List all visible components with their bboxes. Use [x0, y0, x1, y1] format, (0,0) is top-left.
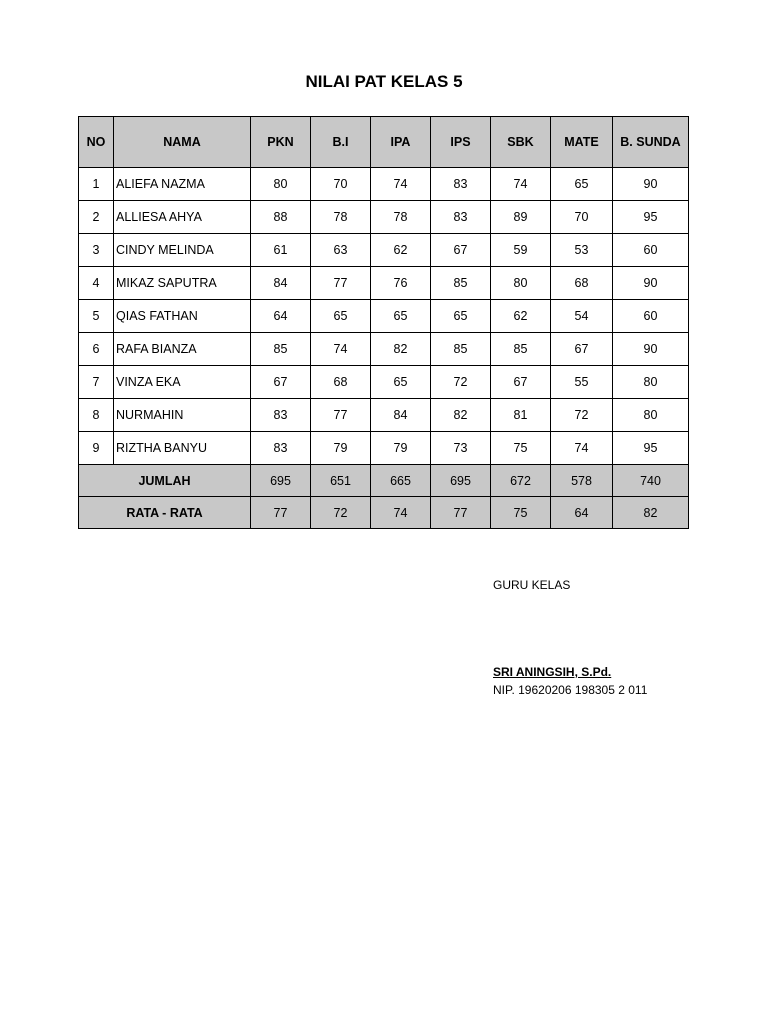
grade-cell: 85	[431, 267, 491, 300]
grade-cell: 79	[371, 432, 431, 465]
grade-cell: 77	[311, 399, 371, 432]
table-row	[79, 399, 689, 432]
grade-cell: 77	[311, 267, 371, 300]
column-header-mate: MATE	[551, 117, 613, 168]
student-name: CINDY MELINDA	[114, 234, 251, 267]
grade-cell: 89	[491, 201, 551, 234]
grade-cell: 80	[491, 267, 551, 300]
grades-table	[78, 116, 689, 529]
grade-cell: 76	[371, 267, 431, 300]
row-number: 6	[79, 333, 114, 366]
average-cell: 77	[431, 497, 491, 529]
grade-cell: 55	[551, 366, 613, 399]
grade-cell: 83	[431, 201, 491, 234]
grade-cell: 60	[613, 234, 689, 267]
grade-cell: 95	[613, 201, 689, 234]
grade-cell: 82	[431, 399, 491, 432]
row-number: 4	[79, 267, 114, 300]
grade-cell: 80	[613, 366, 689, 399]
grade-cell: 75	[491, 432, 551, 465]
grade-cell: 65	[431, 300, 491, 333]
student-name: MIKAZ SAPUTRA	[114, 267, 251, 300]
row-number: 2	[79, 201, 114, 234]
total-row	[79, 465, 689, 497]
grade-cell: 67	[431, 234, 491, 267]
grade-cell: 90	[613, 168, 689, 201]
grade-cell: 88	[251, 201, 311, 234]
grade-cell: 73	[431, 432, 491, 465]
total-label: JUMLAH	[79, 465, 251, 497]
row-number: 7	[79, 366, 114, 399]
grade-cell: 67	[491, 366, 551, 399]
student-name: ALIEFA NAZMA	[114, 168, 251, 201]
table-row	[79, 267, 689, 300]
column-header-pkn: PKN	[251, 117, 311, 168]
average-cell: 75	[491, 497, 551, 529]
grade-cell: 85	[251, 333, 311, 366]
grade-cell: 85	[431, 333, 491, 366]
average-cell: 64	[551, 497, 613, 529]
student-name: ALLIESA AHYA	[114, 201, 251, 234]
grade-cell: 70	[311, 168, 371, 201]
table-row	[79, 201, 689, 234]
grade-cell: 70	[551, 201, 613, 234]
signature-nip: NIP. 19620206 198305 2 011	[493, 683, 648, 697]
total-cell: 665	[371, 465, 431, 497]
grade-cell: 83	[251, 432, 311, 465]
table-header-row	[79, 117, 689, 168]
student-name: NURMAHIN	[114, 399, 251, 432]
grade-cell: 72	[551, 399, 613, 432]
grade-cell: 68	[311, 366, 371, 399]
grade-cell: 67	[251, 366, 311, 399]
grade-cell: 79	[311, 432, 371, 465]
student-name: RAFA BIANZA	[114, 333, 251, 366]
total-cell: 651	[311, 465, 371, 497]
column-header-nama: NAMA	[114, 117, 251, 168]
grade-cell: 74	[371, 168, 431, 201]
table-row	[79, 300, 689, 333]
grade-cell: 74	[491, 168, 551, 201]
column-header-b-sunda: B. SUNDA	[613, 117, 689, 168]
average-cell: 77	[251, 497, 311, 529]
grade-cell: 74	[311, 333, 371, 366]
table-row	[79, 432, 689, 465]
grade-cell: 53	[551, 234, 613, 267]
total-cell: 672	[491, 465, 551, 497]
grade-cell: 90	[613, 333, 689, 366]
grade-cell: 67	[551, 333, 613, 366]
student-name: QIAS FATHAN	[114, 300, 251, 333]
average-cell: 82	[613, 497, 689, 529]
average-label: RATA - RATA	[79, 497, 251, 529]
grade-cell: 90	[613, 267, 689, 300]
grade-cell: 80	[613, 399, 689, 432]
grade-cell: 83	[431, 168, 491, 201]
grade-cell: 65	[371, 366, 431, 399]
grade-cell: 82	[371, 333, 431, 366]
total-cell: 695	[251, 465, 311, 497]
total-cell: 740	[613, 465, 689, 497]
grade-cell: 78	[371, 201, 431, 234]
grade-cell: 63	[311, 234, 371, 267]
column-header-bi: B.I	[311, 117, 371, 168]
column-header-ipa: IPA	[371, 117, 431, 168]
column-header-ips: IPS	[431, 117, 491, 168]
table-row	[79, 366, 689, 399]
grade-cell: 60	[613, 300, 689, 333]
average-row	[79, 497, 689, 529]
grade-cell: 59	[491, 234, 551, 267]
table-row	[79, 168, 689, 201]
grade-cell: 72	[431, 366, 491, 399]
student-name: RIZTHA BANYU	[114, 432, 251, 465]
total-cell: 578	[551, 465, 613, 497]
total-cell: 695	[431, 465, 491, 497]
column-header-no: NO	[79, 117, 114, 168]
grade-cell: 84	[371, 399, 431, 432]
grade-cell: 65	[551, 168, 613, 201]
grade-cell: 95	[613, 432, 689, 465]
average-cell: 72	[311, 497, 371, 529]
grade-cell: 80	[251, 168, 311, 201]
row-number: 1	[79, 168, 114, 201]
grade-cell: 62	[371, 234, 431, 267]
grade-cell: 65	[371, 300, 431, 333]
row-number: 5	[79, 300, 114, 333]
grade-cell: 65	[311, 300, 371, 333]
signature-name: SRI ANINGSIH, S.Pd.	[493, 665, 612, 679]
grade-cell: 68	[551, 267, 613, 300]
grade-cell: 62	[491, 300, 551, 333]
row-number: 9	[79, 432, 114, 465]
row-number: 8	[79, 399, 114, 432]
grade-cell: 84	[251, 267, 311, 300]
signature-role: GURU KELAS	[493, 578, 571, 592]
student-name: VINZA EKA	[114, 366, 251, 399]
column-header-sbk: SBK	[491, 117, 551, 168]
average-cell: 74	[371, 497, 431, 529]
row-number: 3	[79, 234, 114, 267]
grade-cell: 78	[311, 201, 371, 234]
grade-cell: 54	[551, 300, 613, 333]
grade-cell: 64	[251, 300, 311, 333]
table-row	[79, 333, 689, 366]
page-title: NILAI PAT KELAS 5	[305, 72, 463, 91]
grade-cell: 74	[551, 432, 613, 465]
grade-cell: 61	[251, 234, 311, 267]
grade-cell: 85	[491, 333, 551, 366]
table-row	[79, 234, 689, 267]
grade-cell: 83	[251, 399, 311, 432]
grade-cell: 81	[491, 399, 551, 432]
